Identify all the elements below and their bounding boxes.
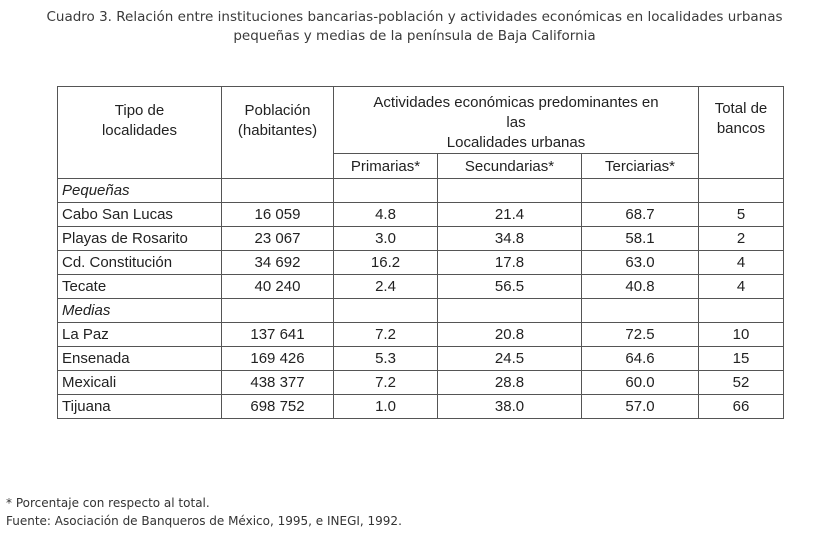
cell-terciarias: 68.7 bbox=[582, 203, 699, 227]
header-actividades: Actividades económicas predominantes en las Localidades urbanas bbox=[334, 87, 699, 154]
cell-bancos: 66 bbox=[699, 395, 784, 419]
cell-terciarias: 57.0 bbox=[582, 395, 699, 419]
cell-poblacion: 137 641 bbox=[222, 323, 334, 347]
cell-secundarias: 17.8 bbox=[438, 251, 582, 275]
group-label: Medias bbox=[58, 299, 222, 323]
footnote-porcentaje: * Porcentaje con respecto al total. bbox=[6, 496, 210, 510]
table-row bbox=[58, 395, 784, 419]
cell-secundarias: 20.8 bbox=[438, 323, 582, 347]
cell-localidad: Mexicali bbox=[58, 371, 222, 395]
cell-primarias: 16.2 bbox=[334, 251, 438, 275]
footnote-fuente: Fuente: Asociación de Banqueros de México, 1995, e INEGI, 1992. bbox=[6, 514, 402, 528]
cell-secundarias: 28.8 bbox=[438, 371, 582, 395]
cell-localidad: Cd. Constitución bbox=[58, 251, 222, 275]
table-caption bbox=[0, 8, 829, 46]
cell-primarias: 4.8 bbox=[334, 203, 438, 227]
cell-poblacion: 438 377 bbox=[222, 371, 334, 395]
cell-primarias: 7.2 bbox=[334, 323, 438, 347]
cell-secundarias: 24.5 bbox=[438, 347, 582, 371]
cell-localidad: Ensenada bbox=[58, 347, 222, 371]
cell-localidad: La Paz bbox=[58, 323, 222, 347]
table-row bbox=[58, 371, 784, 395]
cell-localidad: Tecate bbox=[58, 275, 222, 299]
cell-primarias: 3.0 bbox=[334, 227, 438, 251]
cell-secundarias: 21.4 bbox=[438, 203, 582, 227]
cell-poblacion: 169 426 bbox=[222, 347, 334, 371]
cell-secundarias: 38.0 bbox=[438, 395, 582, 419]
caption-line-1: Cuadro 3. Relación entre instituciones bancarias-población y actividades económicas en localidades urbanas bbox=[46, 9, 783, 25]
header-tipo-localidades: Tipo de localidades bbox=[58, 87, 222, 179]
table-row bbox=[58, 251, 784, 275]
table-row bbox=[58, 227, 784, 251]
cell-terciarias: 64.6 bbox=[582, 347, 699, 371]
cell-secundarias: 56.5 bbox=[438, 275, 582, 299]
cell-bancos: 2 bbox=[699, 227, 784, 251]
cell-bancos: 52 bbox=[699, 371, 784, 395]
cell-localidad: Tijuana bbox=[58, 395, 222, 419]
cell-poblacion: 40 240 bbox=[222, 275, 334, 299]
table-row bbox=[58, 203, 784, 227]
table-row bbox=[58, 275, 784, 299]
cell-localidad: Playas de Rosarito bbox=[58, 227, 222, 251]
header-terciarias: Terciarias* bbox=[582, 154, 699, 179]
cell-bancos: 15 bbox=[699, 347, 784, 371]
header-secundarias: Secundarias* bbox=[438, 154, 582, 179]
header-row bbox=[58, 87, 784, 154]
cell-bancos: 5 bbox=[699, 203, 784, 227]
cell-poblacion: 16 059 bbox=[222, 203, 334, 227]
cell-primarias: 5.3 bbox=[334, 347, 438, 371]
header-total-bancos: Total de bancos bbox=[699, 87, 784, 179]
cell-poblacion: 34 692 bbox=[222, 251, 334, 275]
cell-terciarias: 60.0 bbox=[582, 371, 699, 395]
group-label: Pequeñas bbox=[58, 179, 222, 203]
header-poblacion: Población (habitantes) bbox=[222, 87, 334, 179]
cell-bancos: 10 bbox=[699, 323, 784, 347]
cell-terciarias: 40.8 bbox=[582, 275, 699, 299]
cell-terciarias: 63.0 bbox=[582, 251, 699, 275]
group-row-pequenas bbox=[58, 179, 784, 203]
cell-poblacion: 23 067 bbox=[222, 227, 334, 251]
table-row bbox=[58, 323, 784, 347]
cell-primarias: 7.2 bbox=[334, 371, 438, 395]
cell-terciarias: 72.5 bbox=[582, 323, 699, 347]
cell-primarias: 1.0 bbox=[334, 395, 438, 419]
header-primarias: Primarias* bbox=[334, 154, 438, 179]
data-table bbox=[57, 86, 784, 419]
cell-poblacion: 698 752 bbox=[222, 395, 334, 419]
cell-bancos: 4 bbox=[699, 251, 784, 275]
cell-primarias: 2.4 bbox=[334, 275, 438, 299]
cell-bancos: 4 bbox=[699, 275, 784, 299]
cell-secundarias: 34.8 bbox=[438, 227, 582, 251]
cell-localidad: Cabo San Lucas bbox=[58, 203, 222, 227]
cell-terciarias: 58.1 bbox=[582, 227, 699, 251]
group-row-medias bbox=[58, 299, 784, 323]
caption-line-2: pequeñas y medias de la península de Baja California bbox=[233, 28, 596, 44]
table-row bbox=[58, 347, 784, 371]
